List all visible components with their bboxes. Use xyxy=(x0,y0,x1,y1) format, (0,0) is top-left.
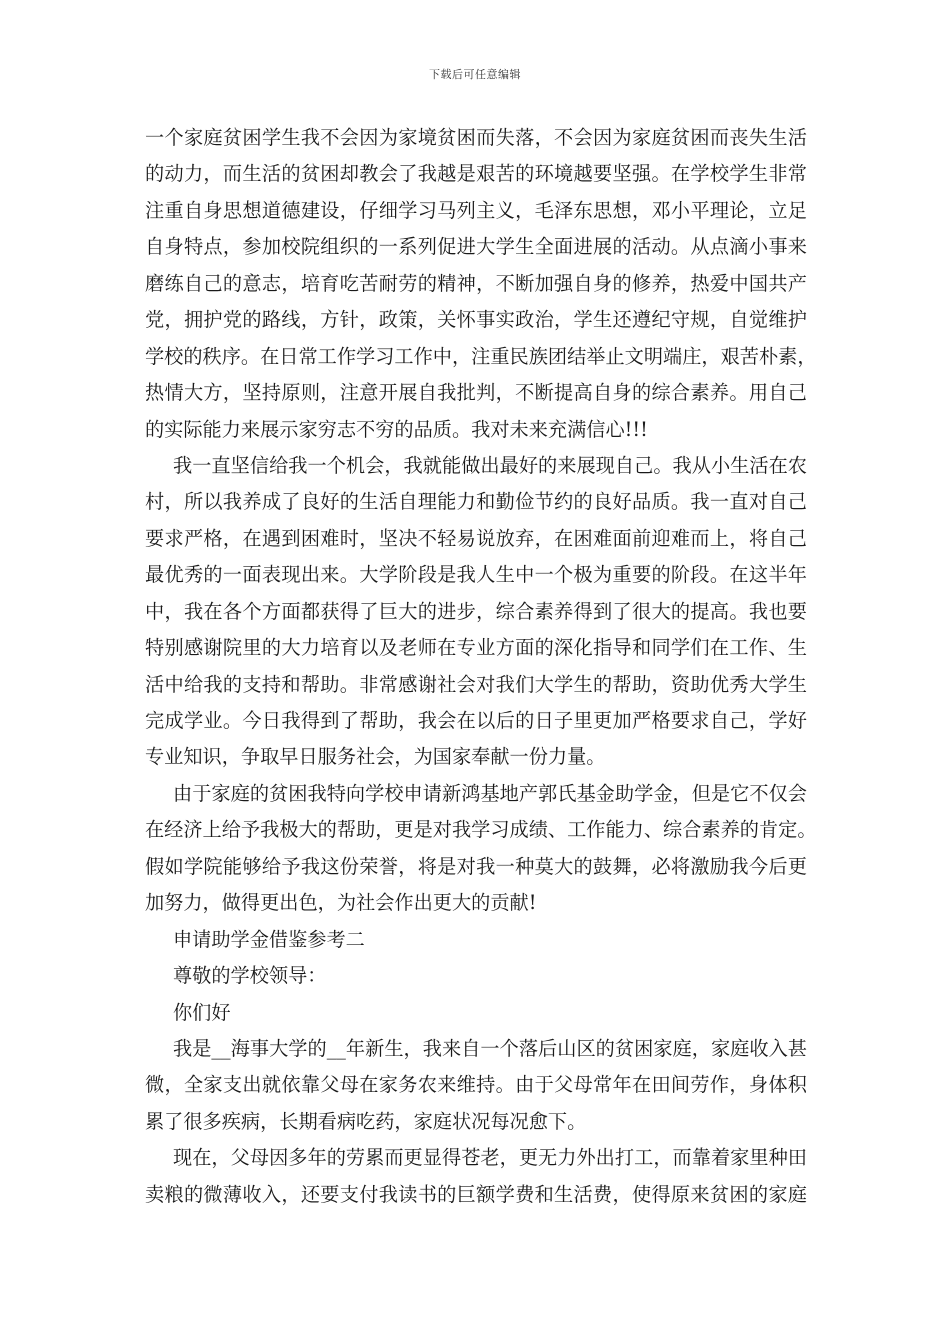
text-line: 申请助学金借鉴参考二 xyxy=(173,927,365,951)
text-line: 累了很多疾病，长期看病吃药，家庭状况每况愈下。 xyxy=(145,1109,587,1133)
salutation xyxy=(145,958,807,994)
text-line: 在经济上给予我极大的帮助，更是对我学习成绩、工作能力、综合素养的肯定。 xyxy=(145,818,817,842)
text-line: 尊敬的学校领导： xyxy=(173,964,327,988)
text-line: 注重自身思想道德建设，仔细学习马列主义，毛泽东思想，邓小平理论，立足 xyxy=(145,198,807,222)
text-line: 磨练自己的意志，培育吃苦耐劳的精神，不断加强自身的修养，热爱中国共产 xyxy=(145,271,807,295)
text-line: 你们好 xyxy=(173,1000,231,1024)
document-body xyxy=(145,120,817,1213)
text-line: 的动力，而生活的贫困却教会了我越是艰苦的环境越要坚强。在学校学生非常 xyxy=(145,162,807,186)
paragraph-8 xyxy=(145,1140,807,1213)
text-line: 卖粮的微薄收入，还要支付我读书的巨额学费和生活费，使得原来贫困的家庭 xyxy=(145,1182,807,1206)
text-line: 活中给我的支持和帮助。非常感谢社会对我们大学生的帮助，资助优秀大学生 xyxy=(145,672,807,696)
page-header: 下载后可任意编辑 xyxy=(429,68,521,81)
text-line: 由于家庭的贫困我特向学校申请新鸿基地产郭氏基金助学金，但是它不仅会 xyxy=(173,781,807,805)
text-line: 自身特点，参加校院组织的一系列促进大学生全面进展的活动。从点滴小事来 xyxy=(145,235,807,259)
text-line: 我一直坚信给我一个机会，我就能做出最好的来展现自己。我从小生活在农 xyxy=(173,453,807,477)
text-line: 要求严格，在遇到困难时，坚决不轻易说放弃，在困难面前迎难而上，将自己 xyxy=(145,526,807,550)
paragraph-1 xyxy=(145,120,817,448)
paragraph-7 xyxy=(145,1031,807,1140)
text-line: 最优秀的一面表现出来。大学阶段是我人生中一个极为重要的阶段。在这半年 xyxy=(145,563,807,587)
text-line: 专业知识，争取早日服务社会，为国家奉献一份力量。 xyxy=(145,745,606,769)
text-line: 加努力，做得更出色，为社会作出更大的贡献! xyxy=(145,891,537,915)
paragraph-3 xyxy=(145,776,817,922)
text-line: 微，全家支出就依靠父母在家务农来维持。由于父母常年在田间劳作，身体积 xyxy=(145,1073,807,1097)
text-line: 我是__海事大学的__年新生，我来自一个落后山区的贫困家庭，家庭收入甚 xyxy=(173,1036,807,1060)
text-line: 特别感谢院里的大力培育以及老师在专业方面的深化指导和同学们在工作、生 xyxy=(145,636,807,660)
section-title xyxy=(145,922,807,958)
text-line: 学校的秩序。在日常工作学习工作中，注重民族团结举止文明端庄，艰苦朴素， xyxy=(145,344,817,368)
paragraph-2 xyxy=(145,448,807,776)
text-line: 村，所以我养成了良好的生活自理能力和勤俭节约的良好品质。我一直对自己 xyxy=(145,490,807,514)
text-line: 党，拥护党的路线，方针，政策，关怀事实政治，学生还遵纪守规，自觉维护 xyxy=(145,308,807,332)
text-line: 完成学业。今日我得到了帮助，我会在以后的日子里更加严格要求自己，学好 xyxy=(145,709,807,732)
text-line: 的实际能力来展示家穷志不穷的品质。我对未来充满信心!!! xyxy=(145,417,648,441)
text-line: 现在，父母因多年的劳累而更显得苍老，更无力外出打工，而靠着家里种田 xyxy=(173,1146,807,1170)
text-line: 假如学院能够给予我这份荣誉，将是对我一种莫大的鼓舞，必将激励我今后更 xyxy=(145,854,807,878)
text-line: 中，我在各个方面都获得了巨大的进步，综合素养得到了很大的提高。我也要 xyxy=(145,599,807,623)
text-line: 热情大方，坚持原则，注意开展自我批判，不断提高自身的综合素养。用自己 xyxy=(145,381,807,405)
greeting xyxy=(145,995,807,1031)
text-line: 一个家庭贫困学生我不会因为家境贫困而失落，不会因为家庭贫困而丧失生活 xyxy=(145,126,807,149)
